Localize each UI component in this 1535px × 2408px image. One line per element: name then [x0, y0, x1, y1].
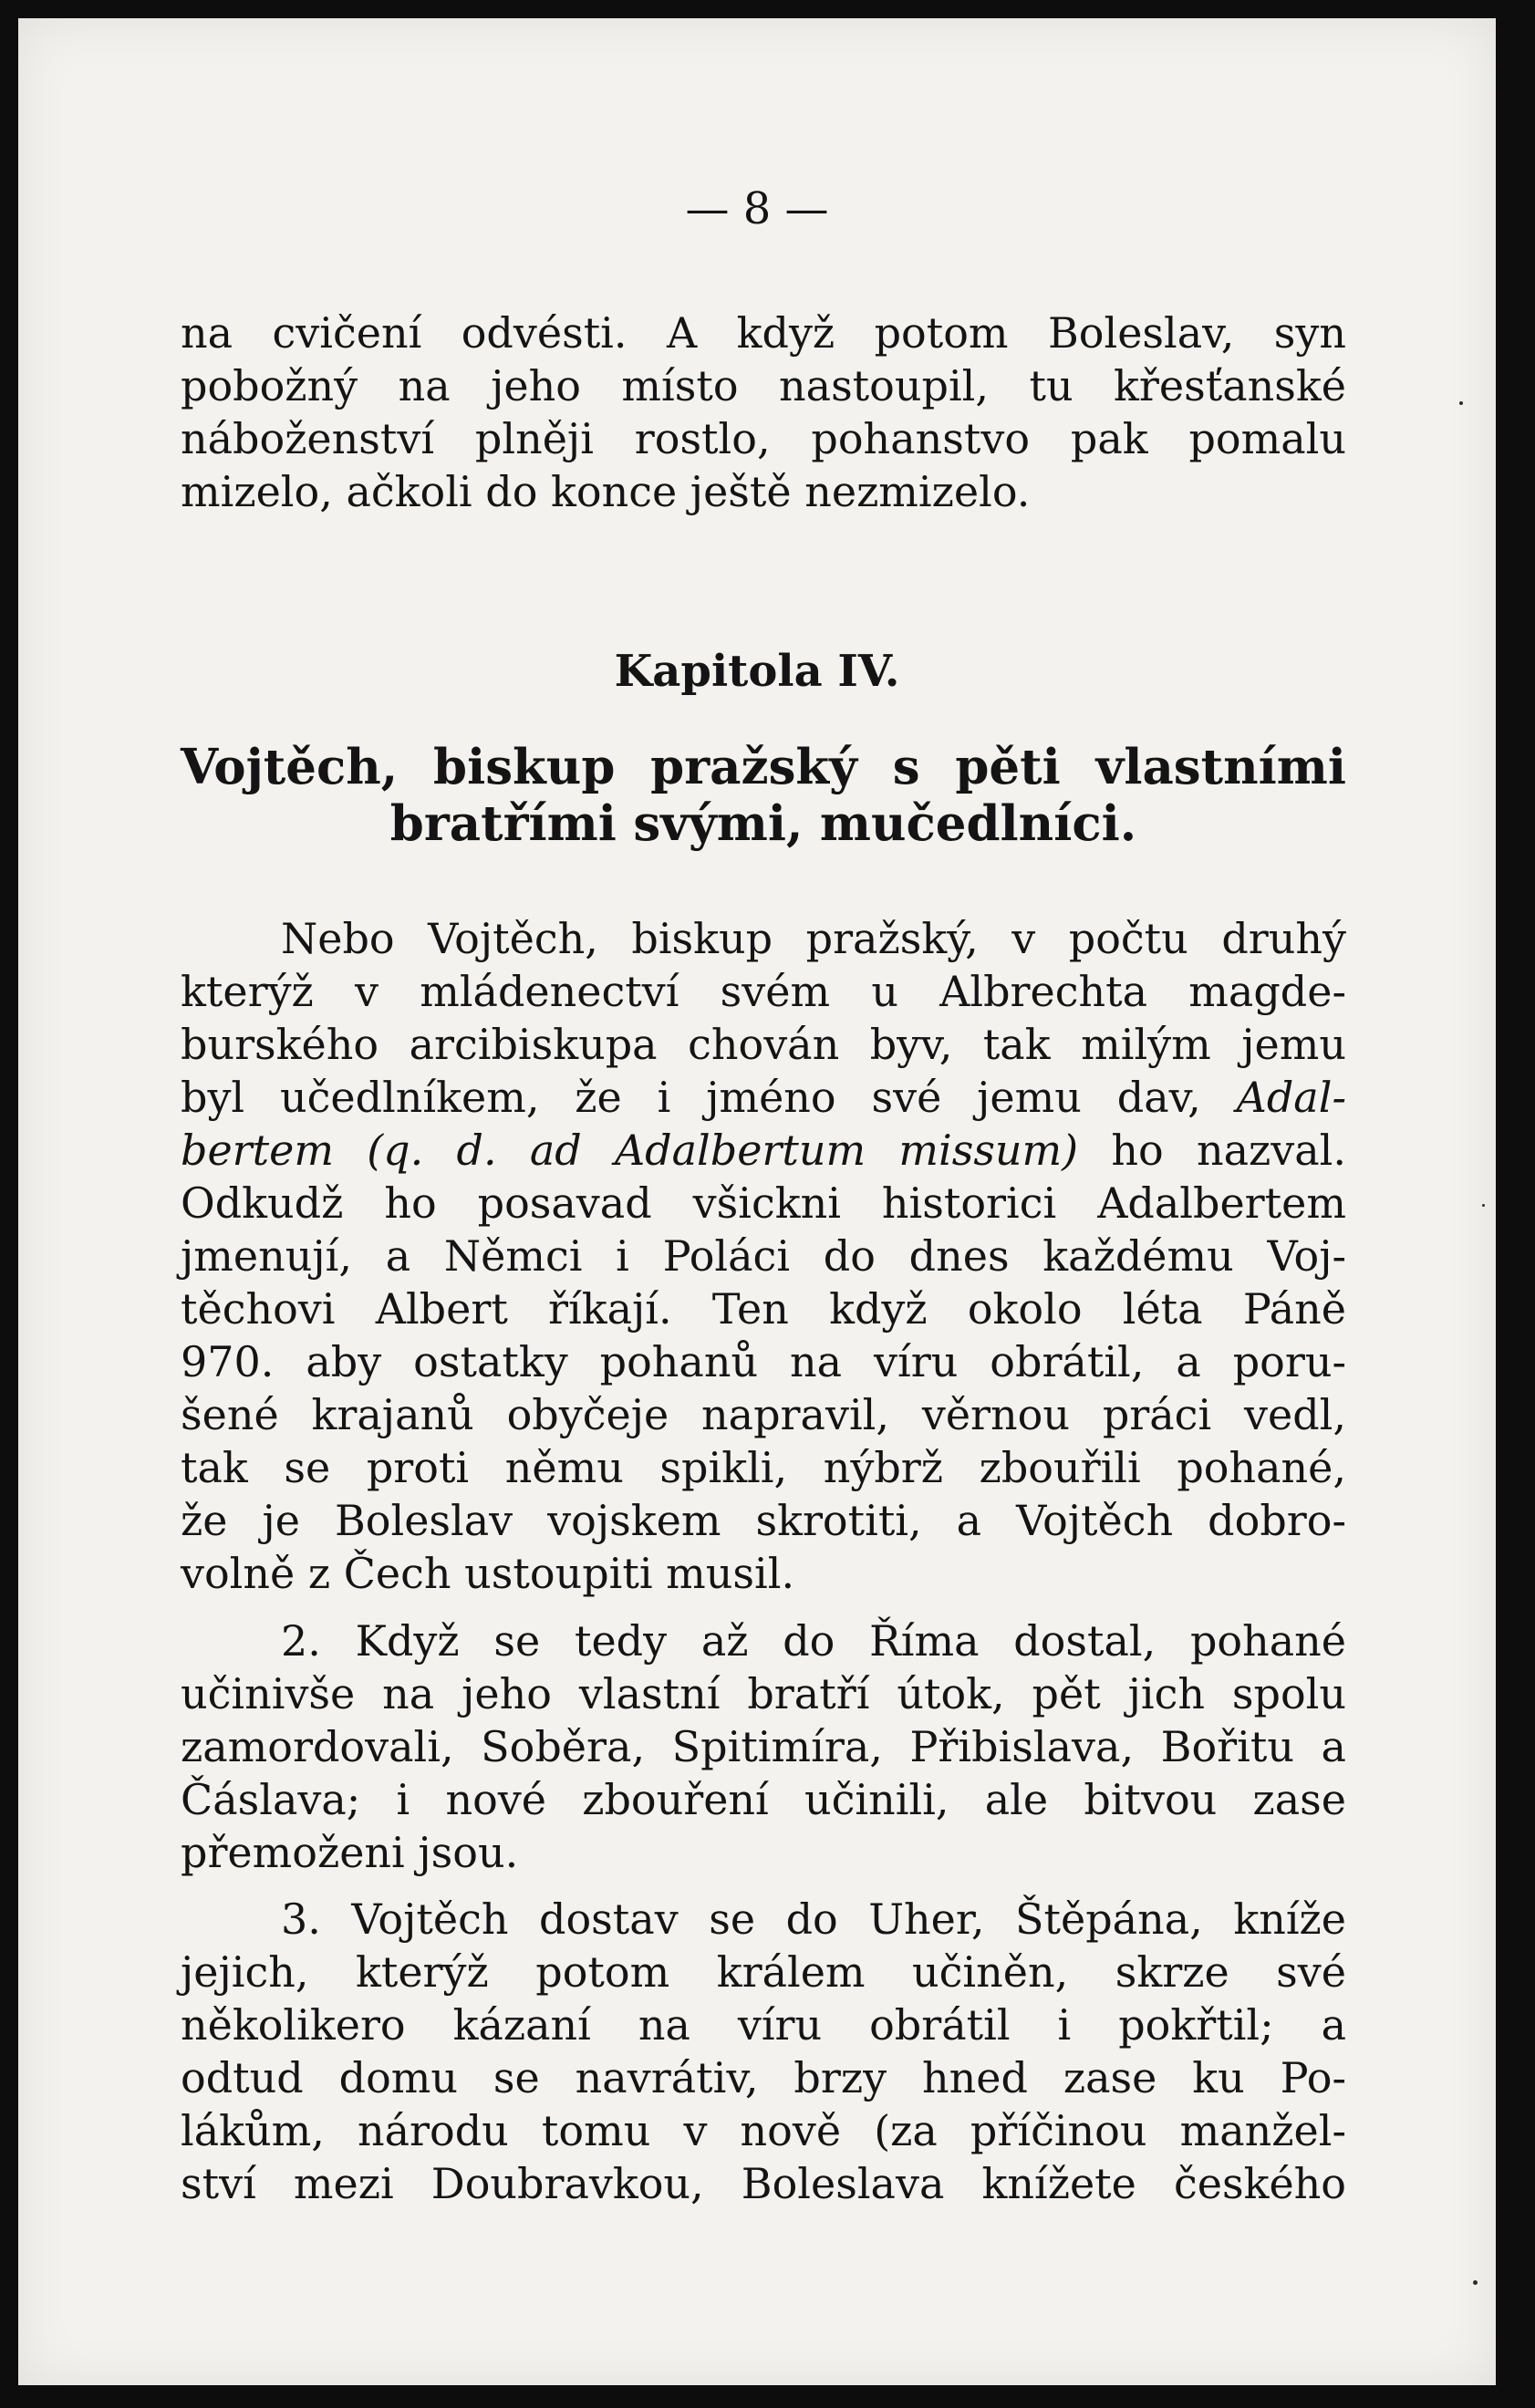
text-line: mizelo, ačkoli do konce ještě nezmizelo.: [181, 467, 1031, 516]
text-segment: ho nazval.: [1078, 1126, 1346, 1175]
text-line: zamordovali, Soběra, Spitimíra, Přibislava, Bořitu a: [181, 1722, 1346, 1771]
text-line: kterýž v mládenectví svém u Albrechta magde-: [181, 967, 1346, 1016]
text-line: volně z Čech ustoupiti musil.: [181, 1549, 795, 1598]
book-page: [18, 18, 1496, 2385]
text-line: těchovi Albert říkají. Ten když okolo léta Páně: [181, 1284, 1346, 1334]
text-segment: byl učedlníkem, že i jméno své jemu dav,: [181, 1073, 1237, 1122]
text-line: šené krajanů obyčeje napravil, věrnou práci vedl,: [181, 1390, 1346, 1439]
text-line: jmenují, a Němci i Poláci do dnes každému Voj-: [181, 1231, 1346, 1281]
text-line: náboženství plněji rostlo, pohanstvo pak pomalu: [181, 414, 1346, 463]
text-line: 2. Když se tedy až do Říma dostal, pohané: [281, 1616, 1346, 1666]
text-line: tak se proti němu spikli, nýbrž zbouřili pohané,: [181, 1443, 1346, 1492]
paragraph-3: [181, 1893, 1346, 2210]
text-line: [181, 1071, 1346, 1124]
paper-speck: [1482, 1204, 1485, 1207]
paper-speck: [1473, 2280, 1478, 2285]
text-line: 3. Vojtěch dostav se do Uher, Štěpána, kníže: [281, 1894, 1346, 1944]
text-line: že je Boleslav vojskem skrotiti, a Vojtěch dobro-: [181, 1496, 1346, 1545]
text-line: učinivše na jeho vlastní bratří útok, pět jich spolu: [181, 1669, 1346, 1718]
intro-paragraph: [181, 306, 1346, 518]
text-line: 970. aby ostatky pohanů na víru obrátil, a poru-: [181, 1337, 1346, 1386]
text-line: odtud domu se navrátiv, brzy hned zase ku Po-: [181, 2053, 1346, 2102]
text-line: lákům, národu tomu v nově (za příčinou manžel-: [181, 2106, 1346, 2155]
text-line: na cvičení odvésti. A když potom Boleslav, syn: [181, 308, 1346, 358]
italic-segment: bertem (q. d. ad Adalbertum missum): [181, 1126, 1079, 1175]
text-line: několikero kázaní na víru obrátil i pokřtil; a: [181, 2000, 1346, 2050]
text-line: burského arcibiskupa chován byv, tak milým jemu: [181, 1020, 1346, 1069]
text-line: Nebo Vojtěch, biskup pražský, v počtu druhý: [281, 914, 1346, 963]
page-number: — 8 —: [685, 183, 829, 234]
italic-segment: Adal-: [1236, 1073, 1346, 1122]
text-line: [181, 1124, 1346, 1177]
chapter-title: [181, 739, 1346, 852]
text-line: přemoženi jsou.: [181, 1828, 519, 1877]
text-line: Odkudž ho posavad všickni historici Adalbertem: [181, 1178, 1346, 1228]
paper-speck: [1459, 401, 1463, 405]
chapter-label: Kapitola IV.: [614, 646, 900, 697]
text-line: jejich, kterýž potom králem učiněn, skrze své: [181, 1947, 1346, 1997]
chapter-title-line: bratřími svými, mučedlníci.: [389, 795, 1137, 852]
text-line: ství mezi Doubravkou, Boleslava knížete českého: [181, 2159, 1346, 2208]
chapter-title-line: Vojtěch, biskup pražský s pěti vlastními: [181, 739, 1346, 795]
paragraph-2: [181, 1614, 1346, 1879]
text-line: Čáslava; i nové zbouření učinili, ale bitvou zase: [181, 1775, 1346, 1824]
text-line: pobožný na jeho místo nastoupil, tu křesťanské: [181, 361, 1346, 410]
paragraph-1: [181, 912, 1346, 1600]
